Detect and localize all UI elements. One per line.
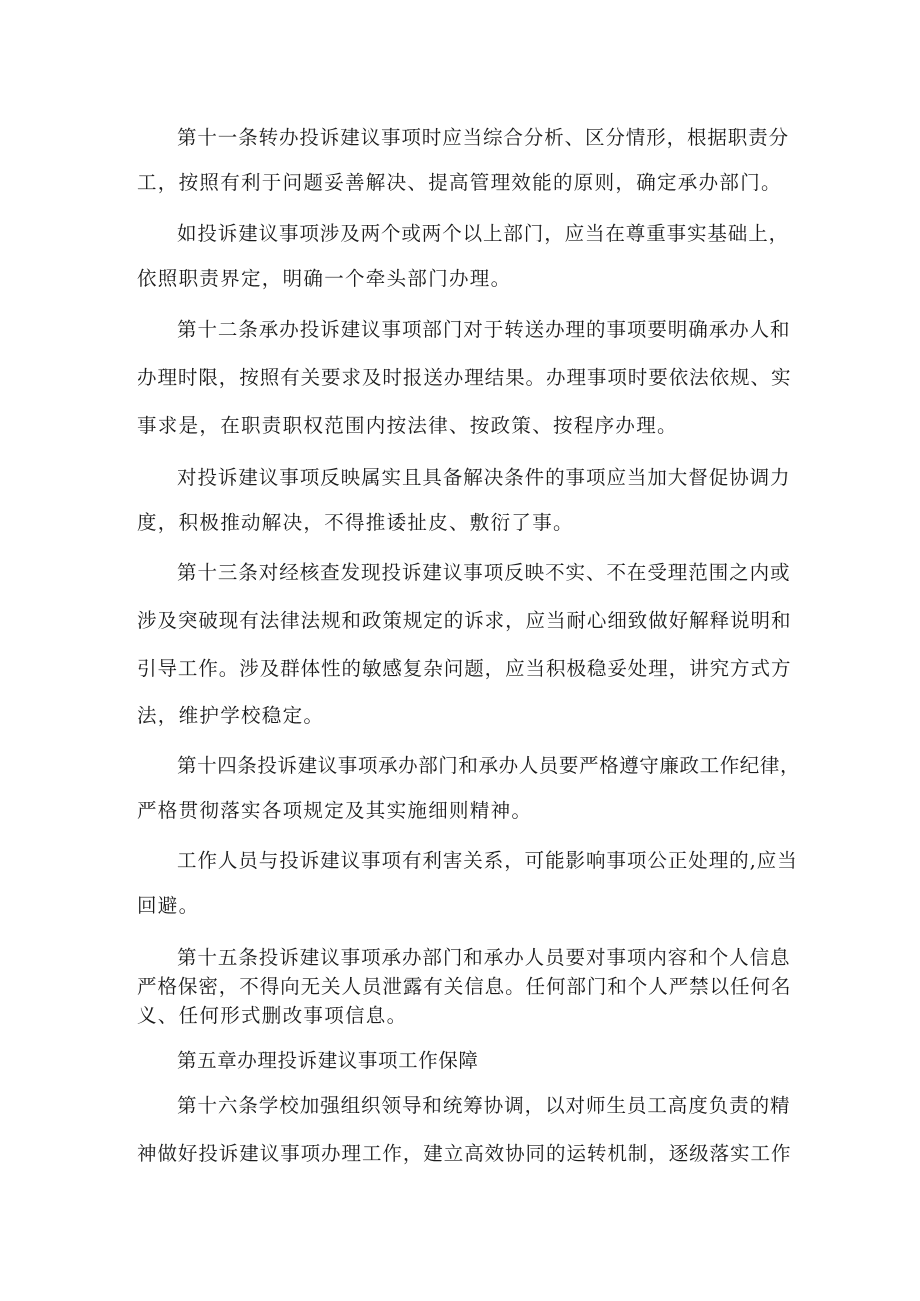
text-line: 涉及突破现有法律法规和政策规定的诉求，应当耐心细致做好解释说明和 (137, 609, 792, 632)
text-line: 严格贯彻落实各项规定及其实施细则精神。 (137, 799, 533, 822)
text-line: 引导工作。涉及群体性的敏感复杂问题，应当积极稳妥处理，讲究方式方 (137, 657, 792, 680)
text-line: 第十五条投诉建议事项承办部门和承办人员要对事项内容和个人信息 (177, 946, 791, 969)
text-line: 事求是，在职责职权范围内按法律、按政策、按程序办理。 (137, 414, 678, 437)
text-line: 义、任何形式删改事项信息。 (137, 1004, 408, 1027)
text-line: 严格保密，不得向无关人员泄露有关信息。任何部门和个人严禁以任何名 (137, 975, 792, 998)
text-line: 办理时限，按照有关要求及时报送办理结果。办理事项时要依法依规、实 (137, 366, 792, 389)
text-line: 对投诉建议事项反映属实且具备解决条件的事项应当加大督促协调力 (177, 466, 791, 489)
text-line: 如投诉建议事项涉及两个或两个以上部门，应当在尊重事实基础上， (177, 222, 790, 245)
text-line: 第十四条投诉建议事项承办部门和承办人员要严格遵守廉政工作纪律， (177, 754, 801, 777)
text-line: 回避。 (137, 894, 200, 917)
text-line: 依照职责界定，明确一个牵头部门办理。 (137, 267, 512, 290)
text-line: 法，维护学校稳定。 (137, 704, 325, 727)
text-line: 第十三条对经核查发现投诉建议事项反映不实、不在受理范围之内或 (177, 561, 791, 584)
text-line: 度，积极推动解决，不得推诿扯皮、敷衍了事。 (137, 511, 574, 534)
text-line: 第十二条承办投诉建议事项部门对于转送办理的事项要明确承办人和 (177, 318, 791, 341)
text-line: 工作人员与投诉建议事项有利害关系，可能影响事项公正处理的,应当 (177, 849, 798, 872)
text-line: 神做好投诉建议事项办理工作，建立高效协同的运转机制，逐级落实工作 (137, 1142, 792, 1165)
text-line: 工，按照有利于问题妥善解决、提高管理效能的原则，确定承办部门。 (137, 171, 782, 194)
text-line: 第十一条转办投诉建议事项时应当综合分析、区分情形，根据职责分 (177, 126, 790, 149)
chapter-title: 第五章办理投诉建议事项工作保障 (177, 1049, 479, 1072)
text-line: 第十六条学校加强组织领导和统筹协调，以对师生员工高度负责的精 (177, 1094, 791, 1117)
